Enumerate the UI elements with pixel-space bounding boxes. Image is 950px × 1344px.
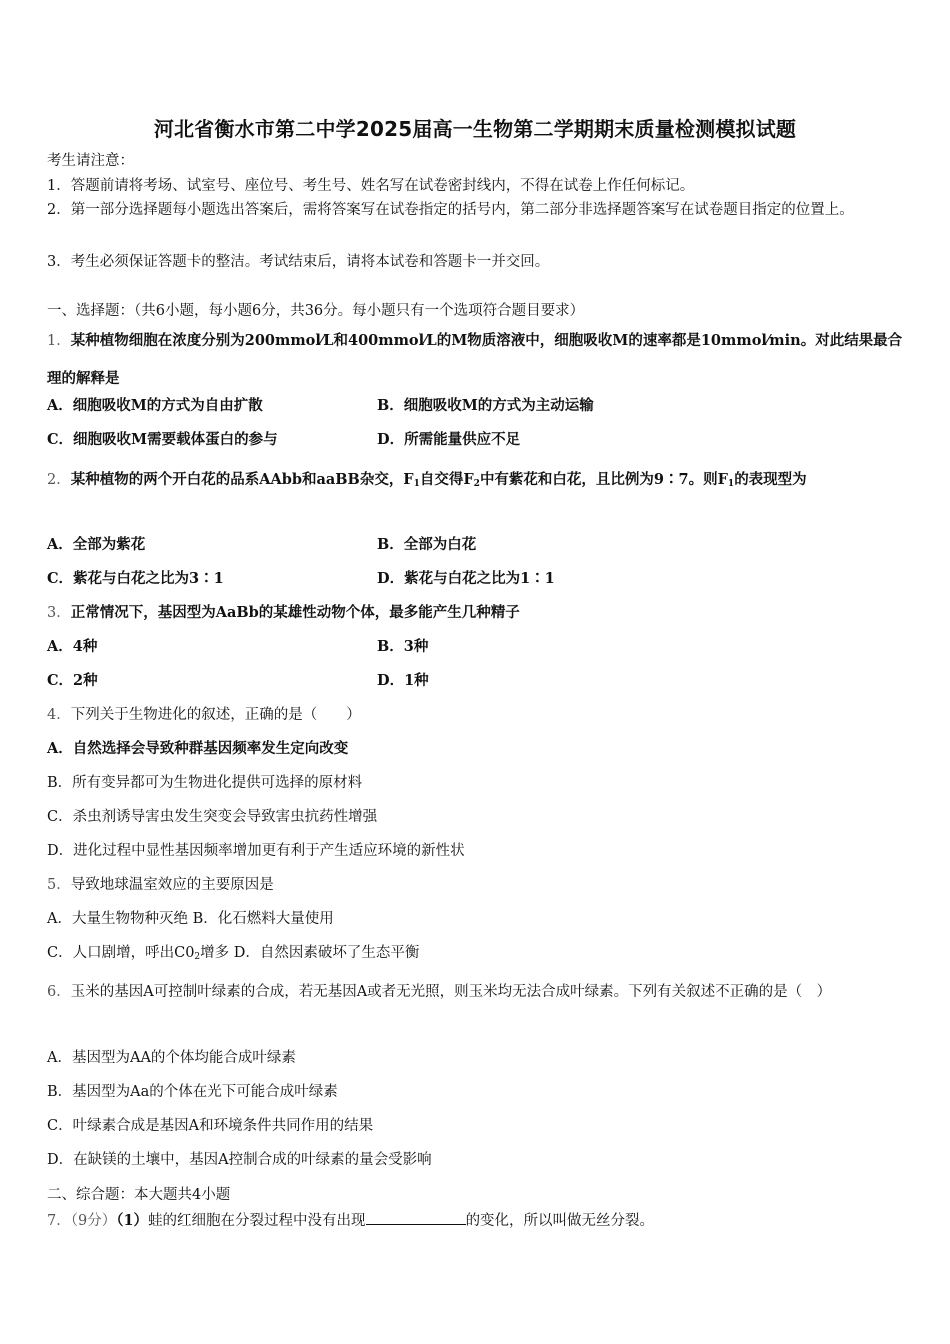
q2-option-a[interactable]: A．全部为紫花	[47, 536, 146, 553]
question-text: 某种植物的两个开白花的品系AAbb和aaBB杂交，F	[70, 471, 414, 488]
option-text: D．进化过程中显性基因频率增加更有利于产生适应环境的新性状	[47, 843, 465, 859]
question-2-stem	[47, 461, 907, 503]
q4-option-c[interactable]	[47, 807, 377, 827]
question-number: 7．	[47, 1213, 71, 1229]
question-number: 6．	[47, 984, 71, 1000]
subscript: 2	[194, 952, 201, 962]
q6-option-a[interactable]: A．基因型为AA的个体均能合成叶绿素	[47, 1050, 296, 1066]
q3-option-d[interactable]: D．1种	[377, 672, 429, 689]
question-4-stem	[47, 705, 361, 725]
question-6-stem	[47, 973, 907, 1011]
q3-option-c[interactable]: C．2种	[47, 672, 98, 689]
q2-option-c[interactable]: C．紫花与白花之比为3∶1	[47, 570, 224, 587]
question-part: （1）	[116, 1212, 149, 1229]
notice-item-3: 3．考生必须保证答题卡的整洁。考试结束后，请将本试卷和答题卡一并交回。	[47, 254, 550, 270]
question-number: 3．	[47, 605, 71, 621]
option-text: C．人口剧增，呼出C0	[47, 945, 195, 961]
question-number: 2．	[47, 472, 71, 488]
question-7-stem	[47, 1210, 654, 1231]
option-text: B．所有变异都可为生物进化提供可选择的原材料	[47, 775, 363, 791]
answer-blank[interactable]	[366, 1210, 466, 1225]
option-text: A．自然选择会导致种群基因频率发生定向改变	[47, 740, 349, 757]
q1-option-d[interactable]: D．所需能量供应不足	[377, 431, 521, 448]
question-text: 正常情况下，基因型为AaBb的某雄性动物个体，最多能产生几种精子	[70, 604, 520, 621]
q1-option-a[interactable]: A．细胞吸收M的方式为自由扩散	[47, 397, 263, 414]
option-text: 增多 D．自然因素破坏了生态平衡	[200, 945, 420, 961]
q5-options-row-1[interactable]: A．大量生物物种灭绝 B．化石燃料大量使用	[47, 911, 334, 927]
subscript: 2	[473, 479, 480, 489]
q3-option-a[interactable]: A．4种	[47, 638, 98, 655]
question-text: 玉米的基因A可控制叶绿素的合成，若无基因A或者无光照，则玉米均无法合成叶绿素。下列有关叙述不正确的是（ ）	[70, 984, 832, 1000]
q5-options-row-2[interactable]	[47, 943, 419, 967]
question-text: 下列关于生物进化的叙述，正确的是（ ）	[70, 707, 361, 723]
q3-option-b[interactable]: B．3种	[377, 638, 429, 655]
question-text: 的变化，所以叫做无丝分裂。	[465, 1213, 655, 1229]
notice-heading: 考生请注意：	[47, 153, 134, 169]
subscript: 1	[727, 479, 735, 489]
question-text: 某种植物细胞在浓度分别为200mmol⁄L和400mmol⁄L的M物质溶液中，细胞吸收M的速率都是10mmol⁄min。对此结果最合理的解释是	[47, 332, 903, 387]
question-text: 中有紫花和白花，且比例为9∶7。则F	[479, 471, 728, 488]
question-text: 自交得F	[419, 471, 474, 488]
question-score: （9分）	[70, 1213, 117, 1229]
question-text: 导致地球温室效应的主要原因是	[70, 877, 274, 893]
page-title: 河北省衡水市第二中学2025届高一生物第二学期期末质量检测模拟试题	[153, 117, 797, 141]
option-text: C．杀虫剂诱导害虫发生突变会导致害虫抗药性增强	[47, 809, 378, 825]
question-1-stem	[47, 322, 907, 398]
q4-option-b[interactable]	[47, 773, 362, 793]
question-3-stem	[47, 603, 520, 623]
q4-option-a[interactable]	[47, 739, 348, 759]
question-number: 4．	[47, 707, 71, 723]
question-text: 的表现型为	[734, 471, 807, 488]
section1-heading: 一、选择题：（共6小题，每小题6分，共36分。每小题只有一个选项符合题目要求）	[47, 303, 585, 319]
q6-option-c[interactable]: C．叶绿素合成是基因A和环境条件共同作用的结果	[47, 1118, 374, 1134]
q1-option-c[interactable]: C．细胞吸收M需要载体蛋白的参与	[47, 431, 278, 448]
q4-option-d[interactable]	[47, 841, 465, 861]
question-text: 蛙的红细胞在分裂过程中没有出现	[148, 1213, 366, 1229]
q6-option-b[interactable]: B．基因型为Aa的个体在光下可能合成叶绿素	[47, 1084, 338, 1100]
subscript: 1	[413, 479, 420, 489]
q6-option-d[interactable]: D．在缺镁的土壤中，基因A控制合成的叶绿素的量会受影响	[47, 1152, 432, 1168]
q2-option-d[interactable]: D．紫花与白花之比为1∶1	[377, 570, 555, 587]
notice-item-1: 1．答题前请将考场、试室号、座位号、考生号、姓名写在试卷密封线内，不得在试卷上作任何标记。	[47, 178, 695, 194]
section2-heading: 二、综合题：本大题共4小题	[47, 1187, 231, 1203]
q1-option-b[interactable]: B．细胞吸收M的方式为主动运输	[377, 397, 594, 414]
question-5-stem	[47, 875, 274, 895]
q2-option-b[interactable]: B．全部为白花	[377, 536, 477, 553]
notice-item-2: 2．第一部分选择题每小题选出答案后，需将答案写在试卷指定的括号内，第二部分非选择题答案写在试卷题目指定的位置上。	[47, 202, 854, 218]
question-number: 1．	[47, 333, 71, 349]
question-number: 5．	[47, 877, 71, 893]
